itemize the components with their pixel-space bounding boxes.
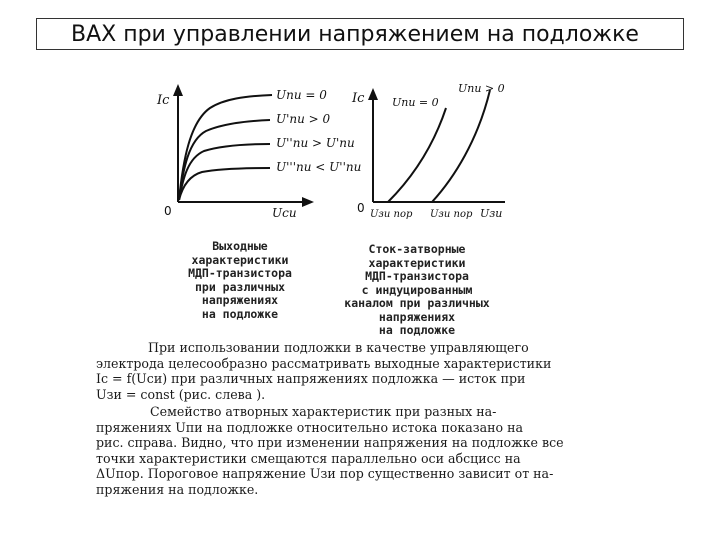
- right-tick-label-2: Uзи пор: [430, 209, 473, 220]
- left-origin: 0: [164, 204, 172, 218]
- right-caption-line: напряжениях: [378, 309, 456, 324]
- right-caption-line: МДП-транзистора: [365, 269, 469, 283]
- paragraph-line: Iс = f(Uси) при различных напряжениях подложка — исток при: [96, 371, 526, 387]
- right-curve-label-2: Uпи > 0: [458, 82, 505, 95]
- right-curve-1: [388, 108, 446, 202]
- left-curve-label-3: U''пи > U'пи: [276, 136, 355, 150]
- slide-title: ВАХ при управлении напряжением на подложке: [71, 22, 639, 47]
- right-caption-line: на подложке: [378, 323, 456, 337]
- paragraph-line: пряжениях Uпи на подложке относительно истока показано на: [96, 419, 524, 435]
- left-caption: [160, 240, 320, 321]
- left-caption-line: МДП-транзистора: [188, 266, 292, 280]
- right-y-label: Iс: [352, 91, 365, 106]
- left-curve-label-4: U'''пи < U''пи: [276, 160, 362, 174]
- right-tick-label-1: Uзи пор: [370, 209, 413, 220]
- left-y-label: Iс: [157, 93, 170, 108]
- left-curve-4: [179, 168, 270, 200]
- left-curve-label-2: U'пи > 0: [276, 112, 331, 126]
- right-caption: [322, 243, 512, 338]
- right-caption-line: каналом при различных: [344, 296, 490, 310]
- left-x-arrow: [302, 197, 314, 207]
- paragraph-1: [96, 340, 632, 402]
- right-curve-2: [432, 90, 490, 202]
- left-caption-line: напряжениях: [201, 293, 279, 307]
- left-caption-line: на подложке: [201, 306, 279, 321]
- right-x-label: Uзи: [480, 207, 503, 220]
- right-caption-line: Сток-затворные: [368, 242, 466, 256]
- right-caption-line: с индуцированным: [361, 282, 473, 297]
- left-curve-3: [179, 144, 270, 200]
- left-curve-label-1: Uпи = 0: [276, 88, 327, 102]
- right-curve-label-1: Uпи = 0: [392, 96, 439, 109]
- left-x-label: Uси: [272, 206, 297, 220]
- paragraph-line: ΔUпор. Пороговое напряжение Uзи пор существенно зависит от на-: [96, 466, 554, 482]
- left-y-arrow: [173, 84, 183, 96]
- paragraph-line: Семейство атворных характеристик при разных на-: [150, 404, 497, 419]
- right-caption-line: характеристики: [368, 255, 466, 270]
- paragraph-line: При использовании подложки в качестве управляющего: [148, 340, 529, 355]
- paragraph-2: [96, 404, 632, 498]
- left-caption-line: Выходные: [212, 239, 268, 253]
- paragraph-line: рис. справа. Видно, что при изменении напряжения на подложке все: [96, 435, 564, 451]
- paragraph-line: Uзи = const (рис. слева ).: [96, 386, 266, 402]
- paragraph-line: точки характеристики смещаются параллельно оси абсцисс на: [96, 450, 521, 466]
- right-origin: 0: [357, 201, 365, 215]
- left-caption-line: при различных: [194, 279, 285, 294]
- right-y-arrow: [368, 88, 378, 100]
- left-caption-line: характеристики: [191, 252, 289, 267]
- paragraph-line: электрода целесообразно рассматривать выходные характеристики: [96, 355, 552, 371]
- paragraph-line: пряжения на подложке.: [96, 481, 259, 497]
